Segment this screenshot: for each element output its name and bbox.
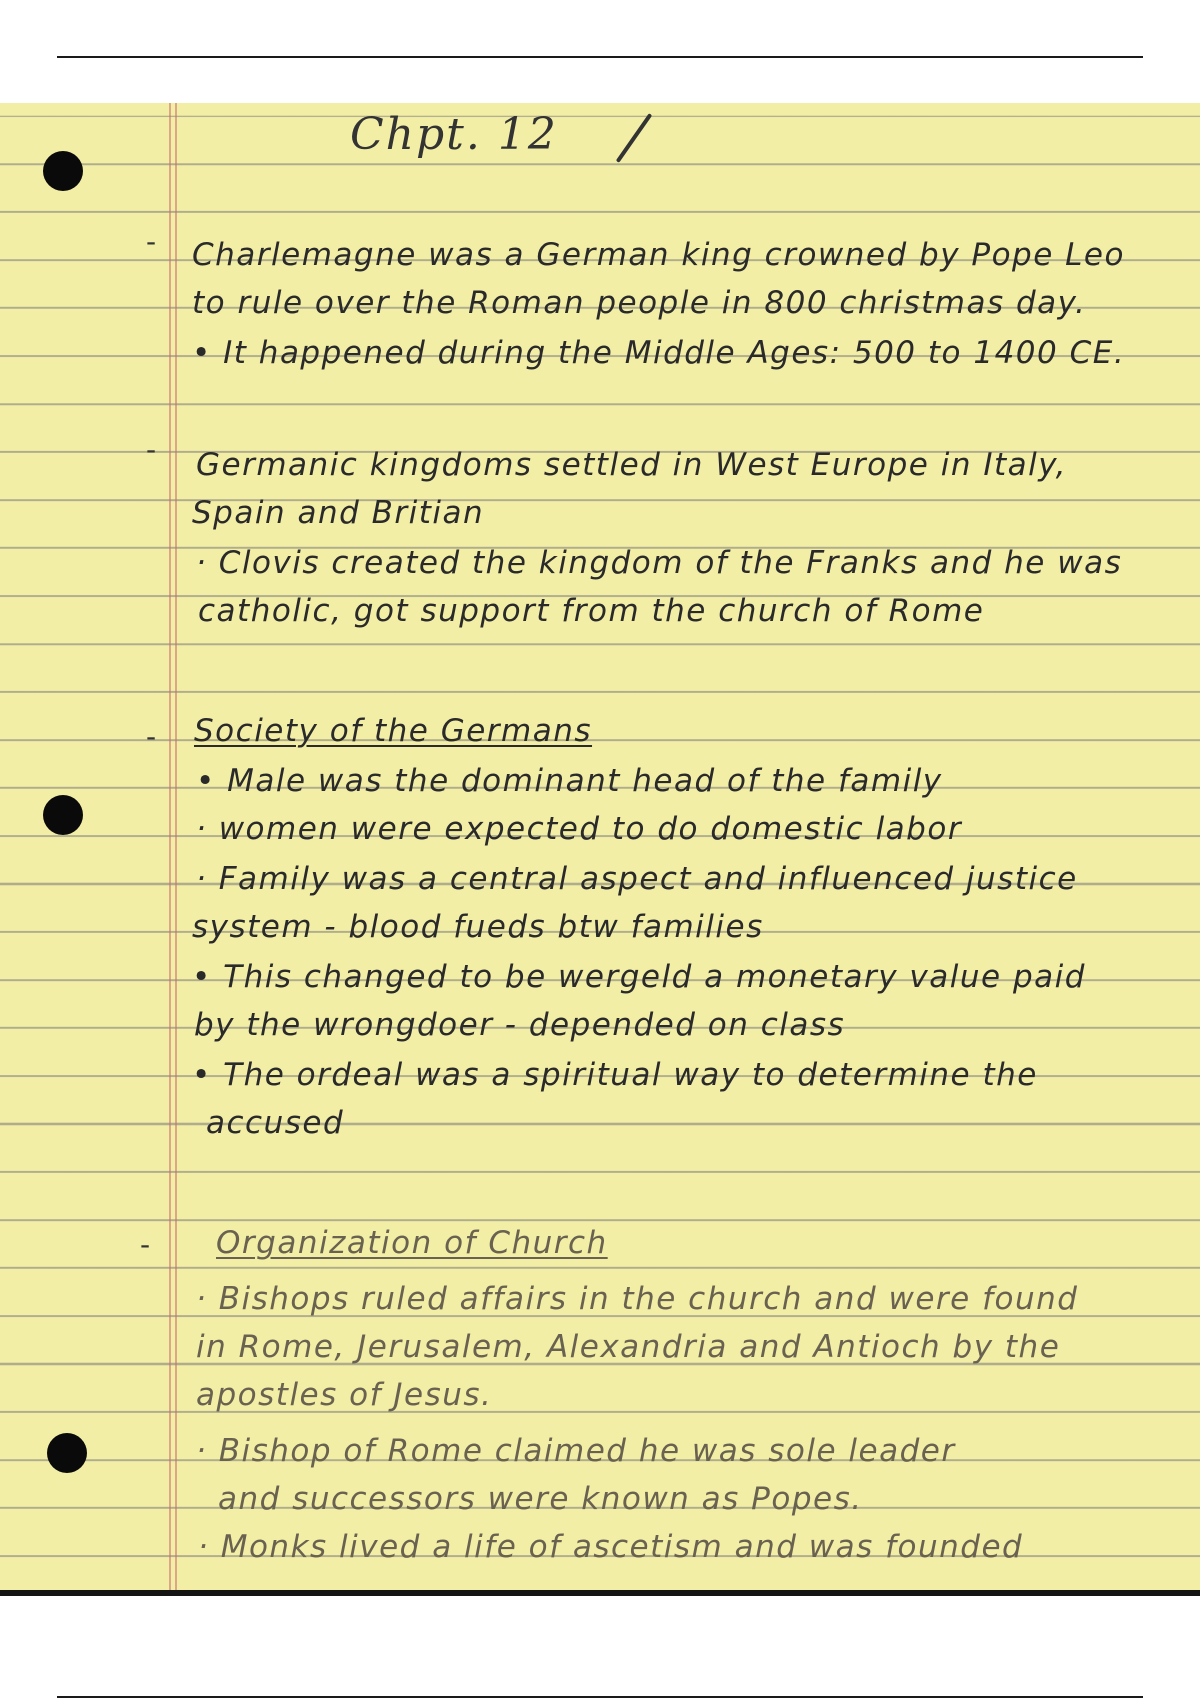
note-line: in Rome, Jerusalem, Alexandria and Antioch by the — [196, 1329, 1061, 1365]
margin-line — [175, 103, 177, 1590]
note-line: and successors were known as Popes. — [218, 1481, 863, 1517]
note-line: · Family was a central aspect and influenced justice — [196, 861, 1078, 897]
section-heading: Society of the Germans — [194, 713, 593, 749]
note-line: to rule over the Roman people in 800 christmas day. — [192, 285, 1087, 321]
section-dash: - — [140, 1228, 151, 1261]
note-line: by the wrongdoer - depended on class — [194, 1007, 846, 1043]
note-line: • The ordeal was a spiritual way to determine the — [192, 1057, 1038, 1093]
note-line: • It happened during the Middle Ages: 500 to 1400 CE. — [192, 335, 1126, 371]
checkmark-icon — [616, 113, 653, 163]
note-line: · women were expected to do domestic labor — [196, 811, 963, 847]
section-dash: - — [146, 433, 157, 466]
note-line: catholic, got support from the church of Rome — [198, 593, 985, 629]
note-line: • This changed to be wergeld a monetary value paid — [192, 959, 1086, 995]
section-dash: - — [146, 225, 157, 258]
note-line: accused — [206, 1105, 345, 1141]
note-line: Germanic kingdoms settled in West Europe in Italy, — [196, 447, 1068, 483]
note-line: Spain and Britian — [192, 495, 485, 531]
margin-line — [169, 103, 171, 1590]
binder-hole — [47, 1433, 87, 1473]
notebook-page — [0, 103, 1200, 1596]
section-heading: Organization of Church — [216, 1225, 608, 1261]
note-line: Charlemagne was a German king crowned by Pope Leo — [192, 237, 1125, 273]
section-dash: - — [146, 720, 157, 753]
binder-hole — [43, 151, 83, 191]
page-title: Chpt. 12 — [350, 109, 558, 160]
note-line: · Bishop of Rome claimed he was sole leader — [196, 1433, 956, 1469]
note-line: • Male was the dominant head of the family — [196, 763, 943, 799]
bottom-divider — [57, 1696, 1143, 1698]
note-line: apostles of Jesus. — [196, 1377, 493, 1413]
note-line: · Bishops ruled affairs in the church and were found — [196, 1281, 1079, 1317]
note-line: system - blood fueds btw families — [192, 909, 764, 945]
top-divider — [57, 56, 1143, 58]
binder-hole — [43, 795, 83, 835]
note-line: · Clovis created the kingdom of the Franks and he was — [196, 545, 1123, 581]
note-line: · Monks lived a life of ascetism and was founded — [198, 1529, 1024, 1565]
